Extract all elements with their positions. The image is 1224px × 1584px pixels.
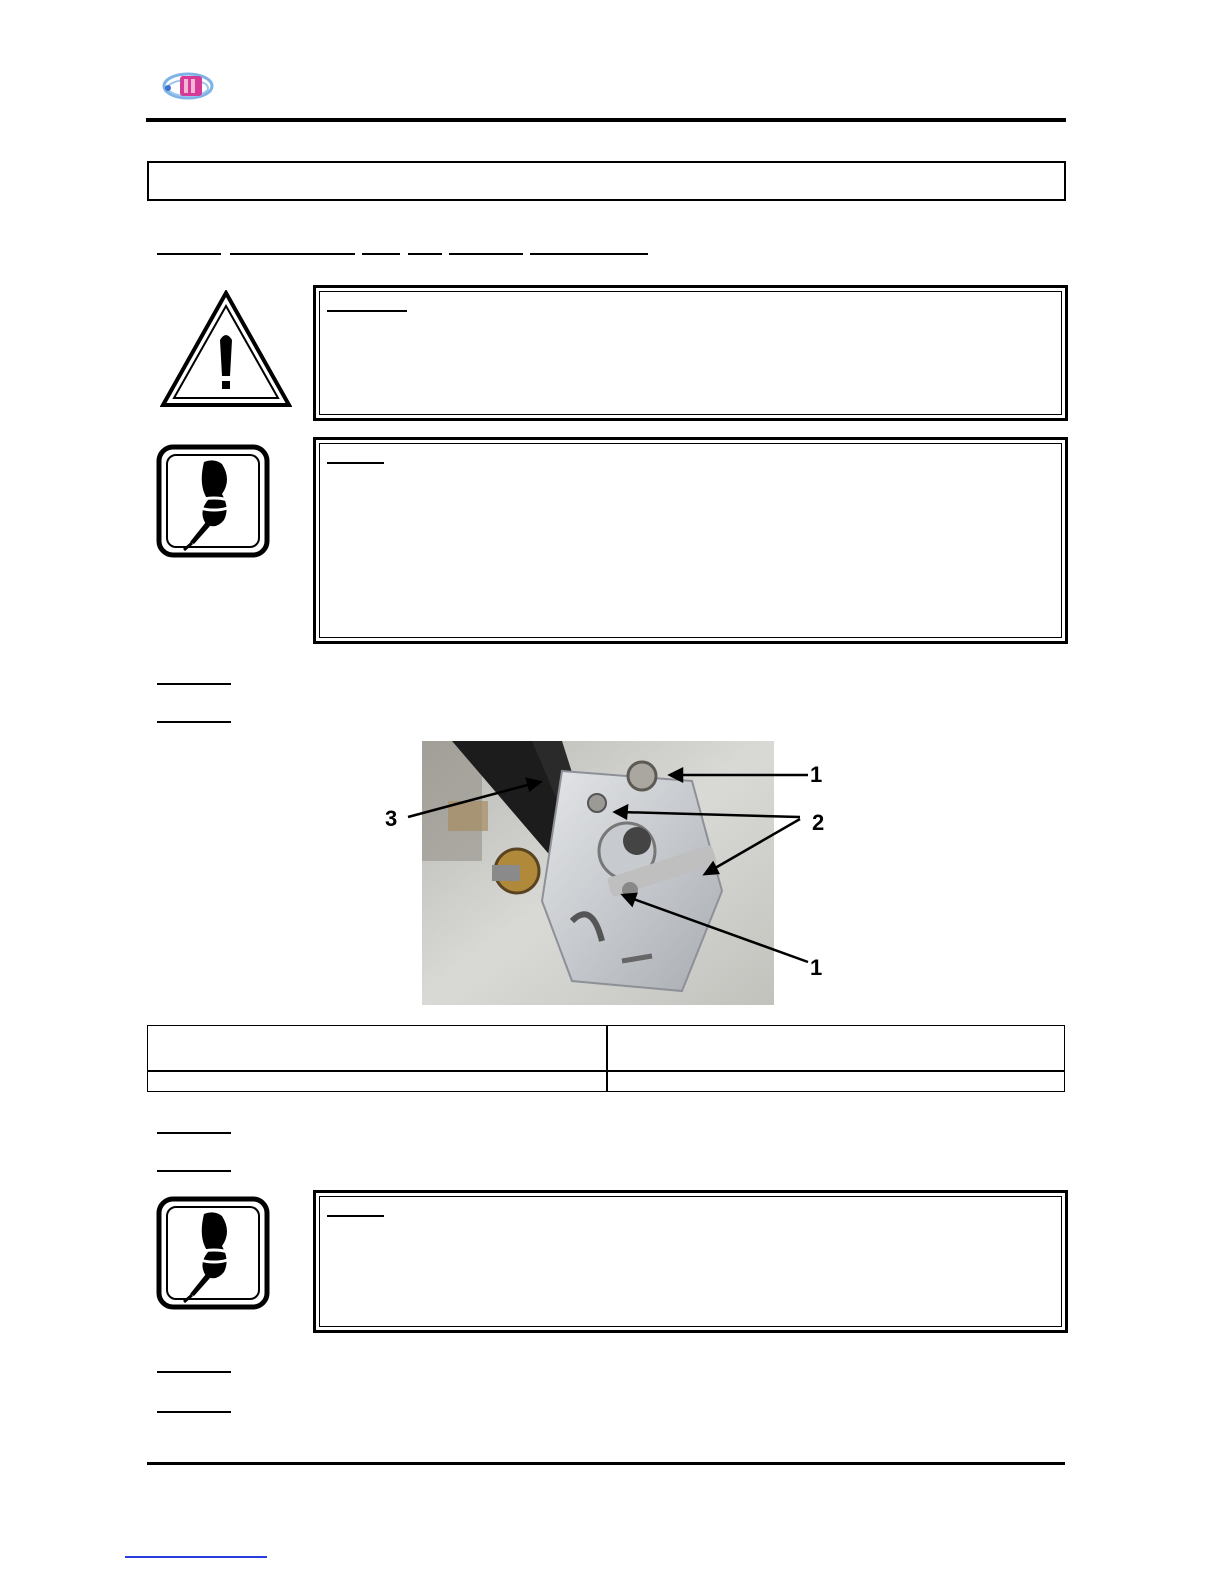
company-logo-icon <box>158 64 218 108</box>
screwdriver-tool-icon <box>156 444 270 558</box>
warning-triangle-icon <box>160 290 292 408</box>
step-label-3 <box>157 1132 231 1134</box>
parts-table <box>147 1025 1065 1092</box>
callout-2: 2 <box>812 810 825 835</box>
callout-1-top: 1 <box>810 762 823 787</box>
screwdriver-tool-icon <box>156 1196 270 1310</box>
note-2-label-underline <box>327 1215 384 1217</box>
step-label-6 <box>157 1411 231 1413</box>
callout-3: 3 <box>385 806 398 831</box>
footer-link[interactable] <box>125 1556 267 1558</box>
section-heading-box <box>147 161 1066 201</box>
warning-box <box>313 285 1068 421</box>
step-label-5 <box>157 1371 231 1373</box>
header-rule <box>146 118 1066 122</box>
step-label-4 <box>157 1170 231 1172</box>
note-1-label-underline <box>327 462 384 464</box>
callout-arrows <box>380 755 850 985</box>
step-label-1 <box>157 683 231 685</box>
note-box-2 <box>313 1190 1068 1333</box>
note-box-1 <box>313 437 1068 644</box>
callout-1-bottom: 1 <box>810 955 823 980</box>
warning-label-underline <box>327 310 407 312</box>
step-label-2 <box>157 721 231 723</box>
footer-rule <box>147 1462 1065 1465</box>
